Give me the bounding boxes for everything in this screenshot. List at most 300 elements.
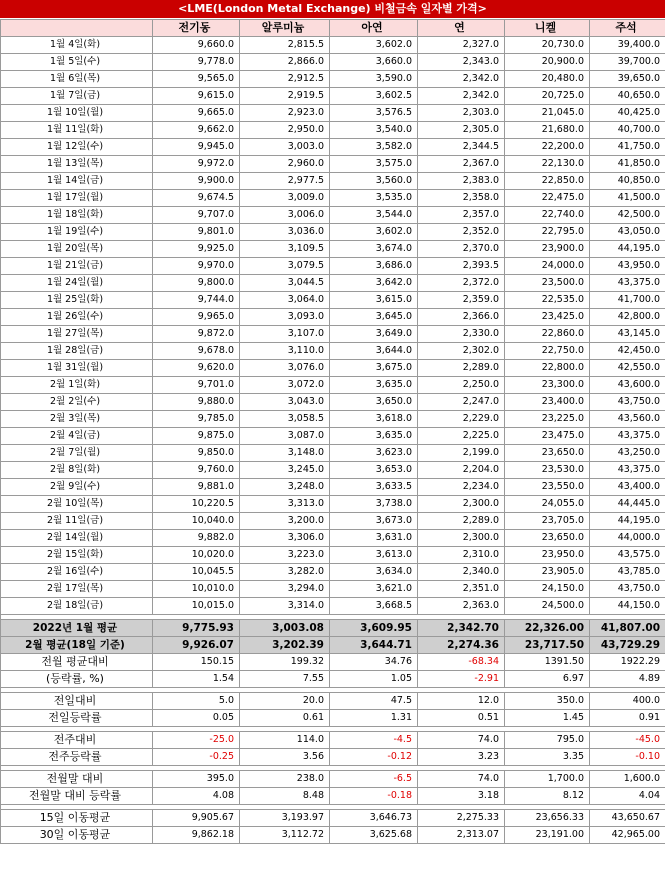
table-row [1,275,665,292]
lead-price-cell: 2,330.0 [418,326,505,343]
nickel-price-cell: 20,725.0 [505,88,590,105]
zinc-price-cell: 3,645.0 [330,309,418,326]
lead-price-cell: 2,358.0 [418,190,505,207]
date-cell: 1월 18일(화) [1,207,153,224]
lead-price-cell: 2,229.0 [418,411,505,428]
zinc-price-cell: 3,631.0 [330,530,418,547]
lead-price-cell: 2,393.5 [418,258,505,275]
lead-price-cell: 2,250.0 [418,377,505,394]
tin-price-cell: 40,850.0 [590,173,665,190]
date-cell: 1월 27일(목) [1,326,153,343]
date-cell: 1월 26일(수) [1,309,153,326]
zinc-price-cell: 3,673.0 [330,513,418,530]
zinc-price-cell: 3,623.0 [330,445,418,462]
tin-price-cell: 39,400.0 [590,37,665,54]
tin-price-cell: 43,600.0 [590,377,665,394]
lead-price-cell: 2,366.0 [418,309,505,326]
tin-summary-cell: -45.0 [590,732,665,749]
tin-price-cell: 42,550.0 [590,360,665,377]
zinc-summary-cell: 34.76 [330,654,418,671]
date-cell: 1월 5일(수) [1,54,153,71]
aluminum-price-cell: 3,306.0 [240,530,330,547]
zinc-price-cell: 3,590.0 [330,71,418,88]
copper-price-cell: 9,778.0 [153,54,240,71]
date-cell: 1월 4일(화) [1,37,153,54]
table-row [1,292,665,309]
summary-label: 2월 평균(18일 기준) [1,637,153,654]
tin-price-cell: 41,500.0 [590,190,665,207]
aluminum-summary-cell: 3,003.08 [240,620,330,637]
table-row [1,343,665,360]
aluminum-price-cell: 3,223.0 [240,547,330,564]
copper-summary-cell: 0.05 [153,710,240,727]
nickel-price-cell: 23,475.0 [505,428,590,445]
copper-price-cell: 9,801.0 [153,224,240,241]
copper-price-cell: 9,674.5 [153,190,240,207]
nickel-price-cell: 22,740.0 [505,207,590,224]
lead-summary-cell: 3.18 [418,788,505,805]
aluminum-price-cell: 2,866.0 [240,54,330,71]
zinc-summary-cell: -6.5 [330,771,418,788]
copper-summary-cell: 4.08 [153,788,240,805]
nickel-price-cell: 22,130.0 [505,156,590,173]
table-row [1,530,665,547]
aluminum-summary-cell: 8.48 [240,788,330,805]
tin-summary-cell: 43,729.29 [590,637,665,654]
nickel-price-cell: 23,550.0 [505,479,590,496]
date-cell: 2월 17일(목) [1,581,153,598]
tin-summary-cell: 42,965.00 [590,827,665,844]
table-row [1,156,665,173]
tin-price-cell: 40,700.0 [590,122,665,139]
aluminum-price-cell: 3,044.5 [240,275,330,292]
aluminum-summary-cell: 20.0 [240,693,330,710]
aluminum-price-cell: 3,064.0 [240,292,330,309]
zinc-price-cell: 3,642.0 [330,275,418,292]
lead-price-cell: 2,289.0 [418,360,505,377]
tin-price-cell: 43,375.0 [590,462,665,479]
zinc-price-cell: 3,738.0 [330,496,418,513]
lead-summary-cell: 3.23 [418,749,505,766]
copper-price-cell: 9,872.0 [153,326,240,343]
date-cell: 1월 10일(월) [1,105,153,122]
aluminum-summary-cell: 7.55 [240,671,330,688]
table-title: <LME(London Metal Exchange) 비철금속 일자별 가격> [0,0,665,18]
nickel-price-cell: 23,400.0 [505,394,590,411]
aluminum-price-cell: 3,245.0 [240,462,330,479]
header-aluminum: 알루미늄 [240,20,330,37]
zinc-price-cell: 3,535.0 [330,190,418,207]
zinc-price-cell: 3,674.0 [330,241,418,258]
zinc-price-cell: 3,668.5 [330,598,418,615]
zinc-price-cell: 3,576.5 [330,105,418,122]
copper-summary-cell: -0.25 [153,749,240,766]
lead-price-cell: 2,300.0 [418,530,505,547]
aluminum-summary-cell: 3.56 [240,749,330,766]
copper-price-cell: 9,965.0 [153,309,240,326]
tin-price-cell: 42,500.0 [590,207,665,224]
lead-price-cell: 2,303.0 [418,105,505,122]
lead-price-cell: 2,372.0 [418,275,505,292]
date-cell: 1월 21일(금) [1,258,153,275]
nickel-price-cell: 21,045.0 [505,105,590,122]
aluminum-price-cell: 3,148.0 [240,445,330,462]
nickel-summary-cell: 23,656.33 [505,810,590,827]
aluminum-summary-cell: 3,202.39 [240,637,330,654]
summary-row [1,788,665,805]
tin-price-cell: 43,375.0 [590,275,665,292]
tin-price-cell: 43,750.0 [590,581,665,598]
aluminum-summary-cell: 3,193.97 [240,810,330,827]
copper-price-cell: 9,880.0 [153,394,240,411]
summary-row [1,810,665,827]
copper-summary-cell: 395.0 [153,771,240,788]
nickel-summary-cell: 1,700.0 [505,771,590,788]
tin-summary-cell: 400.0 [590,693,665,710]
tin-price-cell: 43,560.0 [590,411,665,428]
date-cell: 2월 10일(목) [1,496,153,513]
zinc-price-cell: 3,613.0 [330,547,418,564]
aluminum-price-cell: 3,248.0 [240,479,330,496]
zinc-summary-cell: -4.5 [330,732,418,749]
zinc-summary-cell: 3,644.71 [330,637,418,654]
zinc-price-cell: 3,660.0 [330,54,418,71]
table-row [1,564,665,581]
header-row [1,20,665,37]
tin-price-cell: 43,400.0 [590,479,665,496]
zinc-price-cell: 3,621.0 [330,581,418,598]
tin-price-cell: 41,850.0 [590,156,665,173]
lead-price-cell: 2,344.5 [418,139,505,156]
table-row [1,360,665,377]
lead-summary-cell: -68.34 [418,654,505,671]
copper-price-cell: 9,945.0 [153,139,240,156]
table-row [1,377,665,394]
aluminum-summary-cell: 0.61 [240,710,330,727]
zinc-price-cell: 3,650.0 [330,394,418,411]
table-row [1,224,665,241]
copper-price-cell: 9,970.0 [153,258,240,275]
zinc-price-cell: 3,634.0 [330,564,418,581]
summary-row [1,693,665,710]
summary-label: 전일대비 [1,693,153,710]
nickel-summary-cell: 350.0 [505,693,590,710]
nickel-price-cell: 23,650.0 [505,445,590,462]
nickel-price-cell: 22,535.0 [505,292,590,309]
zinc-summary-cell: 1.31 [330,710,418,727]
date-cell: 1월 12일(수) [1,139,153,156]
copper-price-cell: 9,800.0 [153,275,240,292]
summary-label: 전월 평균대비 [1,654,153,671]
date-cell: 2월 2일(수) [1,394,153,411]
aluminum-price-cell: 3,282.0 [240,564,330,581]
nickel-price-cell: 22,850.0 [505,173,590,190]
lead-price-cell: 2,342.0 [418,88,505,105]
header-nickel: 니켈 [505,20,590,37]
aluminum-price-cell: 2,912.5 [240,71,330,88]
tin-price-cell: 40,425.0 [590,105,665,122]
date-cell: 2월 3일(목) [1,411,153,428]
table-row [1,207,665,224]
table-row [1,394,665,411]
aluminum-summary-cell: 238.0 [240,771,330,788]
date-cell: 1월 19일(수) [1,224,153,241]
nickel-price-cell: 23,530.0 [505,462,590,479]
summary-row [1,771,665,788]
table-row [1,496,665,513]
nickel-price-cell: 23,300.0 [505,377,590,394]
tin-summary-cell: 4.04 [590,788,665,805]
date-cell: 2월 18일(금) [1,598,153,615]
zinc-price-cell: 3,602.0 [330,37,418,54]
lead-price-cell: 2,343.0 [418,54,505,71]
lead-price-cell: 2,383.0 [418,173,505,190]
aluminum-summary-cell: 199.32 [240,654,330,671]
tin-price-cell: 44,195.0 [590,241,665,258]
nickel-summary-cell: 22,326.00 [505,620,590,637]
zinc-price-cell: 3,635.0 [330,377,418,394]
zinc-summary-cell: 47.5 [330,693,418,710]
lead-summary-cell: 2,313.07 [418,827,505,844]
aluminum-price-cell: 3,087.0 [240,428,330,445]
nickel-price-cell: 24,500.0 [505,598,590,615]
date-cell: 2월 14일(월) [1,530,153,547]
date-cell: 1월 28일(금) [1,343,153,360]
price-table [0,19,665,844]
nickel-price-cell: 23,500.0 [505,275,590,292]
date-cell: 2월 9일(수) [1,479,153,496]
table-row [1,173,665,190]
aluminum-price-cell: 3,003.0 [240,139,330,156]
date-cell: 1월 25일(화) [1,292,153,309]
nickel-price-cell: 20,900.0 [505,54,590,71]
copper-price-cell: 10,045.5 [153,564,240,581]
summary-row [1,637,665,654]
nickel-summary-cell: 23,191.00 [505,827,590,844]
table-row [1,105,665,122]
summary-row [1,732,665,749]
lead-summary-cell: 0.51 [418,710,505,727]
copper-price-cell: 9,744.0 [153,292,240,309]
zinc-price-cell: 3,582.0 [330,139,418,156]
tin-price-cell: 44,445.0 [590,496,665,513]
lead-price-cell: 2,357.0 [418,207,505,224]
aluminum-price-cell: 3,006.0 [240,207,330,224]
aluminum-price-cell: 2,815.5 [240,37,330,54]
summary-row [1,827,665,844]
tin-price-cell: 44,195.0 [590,513,665,530]
table-row [1,309,665,326]
table-row [1,581,665,598]
copper-price-cell: 9,972.0 [153,156,240,173]
date-cell: 1월 6일(목) [1,71,153,88]
date-cell: 1월 14일(금) [1,173,153,190]
summary-row [1,749,665,766]
zinc-price-cell: 3,686.0 [330,258,418,275]
summary-row [1,654,665,671]
lead-price-cell: 2,225.0 [418,428,505,445]
copper-price-cell: 10,020.0 [153,547,240,564]
aluminum-price-cell: 3,072.0 [240,377,330,394]
date-cell: 1월 24일(월) [1,275,153,292]
tin-summary-cell: 0.91 [590,710,665,727]
table-row [1,411,665,428]
copper-price-cell: 9,701.0 [153,377,240,394]
aluminum-price-cell: 3,313.0 [240,496,330,513]
table-row [1,445,665,462]
nickel-summary-cell: 1.45 [505,710,590,727]
nickel-price-cell: 24,000.0 [505,258,590,275]
aluminum-price-cell: 3,107.0 [240,326,330,343]
tin-summary-cell: 43,650.67 [590,810,665,827]
nickel-price-cell: 20,730.0 [505,37,590,54]
lead-price-cell: 2,340.0 [418,564,505,581]
aluminum-price-cell: 3,110.0 [240,343,330,360]
date-cell: 2월 4일(금) [1,428,153,445]
aluminum-price-cell: 3,109.5 [240,241,330,258]
tin-price-cell: 40,650.0 [590,88,665,105]
aluminum-summary-cell: 114.0 [240,732,330,749]
date-cell: 1월 13일(목) [1,156,153,173]
copper-price-cell: 9,615.0 [153,88,240,105]
lead-price-cell: 2,370.0 [418,241,505,258]
lead-price-cell: 2,327.0 [418,37,505,54]
tin-price-cell: 43,750.0 [590,394,665,411]
table-row [1,479,665,496]
nickel-price-cell: 23,905.0 [505,564,590,581]
zinc-price-cell: 3,575.0 [330,156,418,173]
tin-price-cell: 43,575.0 [590,547,665,564]
tin-price-cell: 43,050.0 [590,224,665,241]
nickel-summary-cell: 6.97 [505,671,590,688]
aluminum-price-cell: 2,950.0 [240,122,330,139]
nickel-price-cell: 23,950.0 [505,547,590,564]
copper-price-cell: 9,882.0 [153,530,240,547]
table-row [1,428,665,445]
zinc-price-cell: 3,560.0 [330,173,418,190]
nickel-price-cell: 22,750.0 [505,343,590,360]
table-row [1,258,665,275]
copper-summary-cell: 5.0 [153,693,240,710]
date-cell: 1월 17일(월) [1,190,153,207]
nickel-price-cell: 23,225.0 [505,411,590,428]
summary-label: 15일 이동평균 [1,810,153,827]
aluminum-price-cell: 3,009.0 [240,190,330,207]
copper-price-cell: 9,760.0 [153,462,240,479]
aluminum-price-cell: 3,294.0 [240,581,330,598]
summary-label: 30일 이동평균 [1,827,153,844]
nickel-price-cell: 24,150.0 [505,581,590,598]
lead-price-cell: 2,302.0 [418,343,505,360]
nickel-price-cell: 22,795.0 [505,224,590,241]
lead-summary-cell: 2,274.36 [418,637,505,654]
tin-price-cell: 41,750.0 [590,139,665,156]
aluminum-price-cell: 2,977.5 [240,173,330,190]
table-row [1,326,665,343]
aluminum-price-cell: 3,200.0 [240,513,330,530]
tin-summary-cell: 1922.29 [590,654,665,671]
nickel-summary-cell: 1391.50 [505,654,590,671]
date-cell: 1월 7일(금) [1,88,153,105]
lead-summary-cell: 2,275.33 [418,810,505,827]
copper-price-cell: 9,620.0 [153,360,240,377]
summary-row [1,671,665,688]
tin-summary-cell: 41,807.00 [590,620,665,637]
aluminum-price-cell: 2,919.5 [240,88,330,105]
lead-price-cell: 2,351.0 [418,581,505,598]
summary-label: (등락률, %) [1,671,153,688]
lead-price-cell: 2,305.0 [418,122,505,139]
aluminum-price-cell: 2,923.0 [240,105,330,122]
table-row [1,598,665,615]
lead-price-cell: 2,204.0 [418,462,505,479]
aluminum-price-cell: 3,058.5 [240,411,330,428]
zinc-price-cell: 3,635.0 [330,428,418,445]
aluminum-price-cell: 3,076.0 [240,360,330,377]
tin-price-cell: 39,650.0 [590,71,665,88]
zinc-summary-cell: 3,625.68 [330,827,418,844]
aluminum-price-cell: 3,079.5 [240,258,330,275]
tin-price-cell: 42,800.0 [590,309,665,326]
lead-summary-cell: 12.0 [418,693,505,710]
date-cell: 2월 7일(월) [1,445,153,462]
nickel-price-cell: 22,800.0 [505,360,590,377]
summary-label: 2022년 1월 평균 [1,620,153,637]
copper-price-cell: 10,220.5 [153,496,240,513]
tin-summary-cell: 1,600.0 [590,771,665,788]
aluminum-price-cell: 3,036.0 [240,224,330,241]
lead-price-cell: 2,234.0 [418,479,505,496]
table-row [1,122,665,139]
lead-summary-cell: 74.0 [418,732,505,749]
copper-price-cell: 9,925.0 [153,241,240,258]
table-row [1,54,665,71]
tin-price-cell: 43,145.0 [590,326,665,343]
table-row [1,37,665,54]
summary-label: 전주등락률 [1,749,153,766]
table-row [1,462,665,479]
tin-summary-cell: -0.10 [590,749,665,766]
tin-price-cell: 43,950.0 [590,258,665,275]
aluminum-summary-cell: 3,112.72 [240,827,330,844]
tin-price-cell: 42,450.0 [590,343,665,360]
copper-summary-cell: 150.15 [153,654,240,671]
summary-label: 전주대비 [1,732,153,749]
zinc-price-cell: 3,675.0 [330,360,418,377]
zinc-price-cell: 3,653.0 [330,462,418,479]
tin-price-cell: 44,000.0 [590,530,665,547]
lead-price-cell: 2,342.0 [418,71,505,88]
header-tin: 주석 [590,20,665,37]
zinc-summary-cell: 1.05 [330,671,418,688]
nickel-summary-cell: 23,717.50 [505,637,590,654]
lead-price-cell: 2,367.0 [418,156,505,173]
tin-price-cell: 44,150.0 [590,598,665,615]
summary-label: 전월말 대비 [1,771,153,788]
header-date [1,20,153,37]
summary-label: 전월말 대비 등락률 [1,788,153,805]
lead-price-cell: 2,300.0 [418,496,505,513]
copper-price-cell: 9,707.0 [153,207,240,224]
table-row [1,71,665,88]
zinc-price-cell: 3,544.0 [330,207,418,224]
summary-label: 전일등락률 [1,710,153,727]
lead-price-cell: 2,359.0 [418,292,505,309]
nickel-price-cell: 22,475.0 [505,190,590,207]
aluminum-price-cell: 3,314.0 [240,598,330,615]
zinc-summary-cell: 3,646.73 [330,810,418,827]
copper-summary-cell: 1.54 [153,671,240,688]
